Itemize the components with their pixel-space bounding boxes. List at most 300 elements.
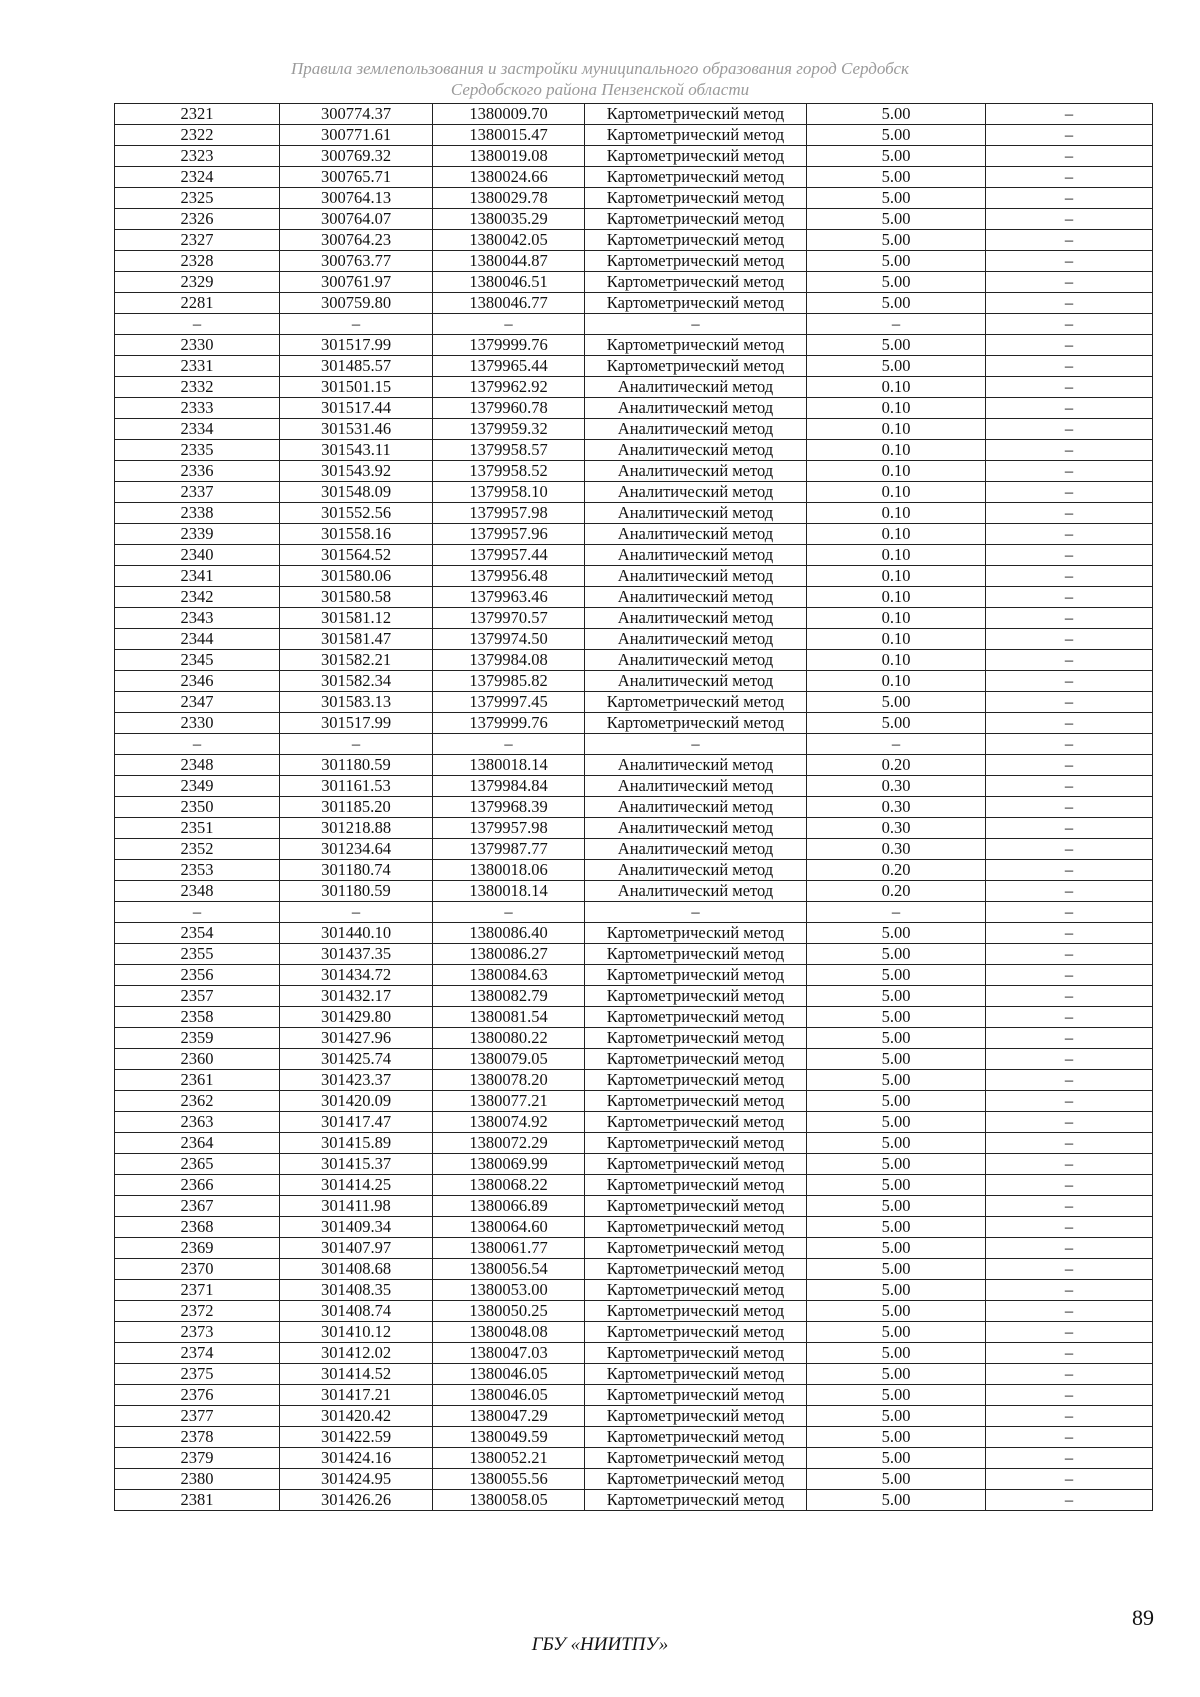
y-coordinate-cell: 1380018.06 xyxy=(433,860,585,881)
accuracy-cell: 5.00 xyxy=(807,1091,986,1112)
method-cell: Картометрический метод xyxy=(585,1217,807,1238)
y-coordinate-cell: 1380050.25 xyxy=(433,1301,585,1322)
accuracy-cell: 5.00 xyxy=(807,1385,986,1406)
table-row xyxy=(115,398,1153,419)
method-cell: Картометрический метод xyxy=(585,692,807,713)
x-coordinate-cell: 301517.99 xyxy=(280,335,433,356)
x-coordinate-cell: 300764.23 xyxy=(280,230,433,251)
description-cell: – xyxy=(986,965,1153,986)
y-coordinate-cell: 1380066.89 xyxy=(433,1196,585,1217)
x-coordinate-cell: 301415.89 xyxy=(280,1133,433,1154)
y-coordinate-cell: 1380078.20 xyxy=(433,1070,585,1091)
point-number-cell: 2281 xyxy=(115,293,280,314)
description-cell: – xyxy=(986,272,1153,293)
point-number-cell: 2354 xyxy=(115,923,280,944)
point-number-cell: 2336 xyxy=(115,461,280,482)
description-cell: – xyxy=(986,650,1153,671)
table-row xyxy=(115,1469,1153,1490)
description-cell: – xyxy=(986,209,1153,230)
method-cell: Картометрический метод xyxy=(585,230,807,251)
accuracy-cell: 5.00 xyxy=(807,1238,986,1259)
method-cell: Картометрический метод xyxy=(585,1448,807,1469)
point-number-cell: 2325 xyxy=(115,188,280,209)
table-row xyxy=(115,1238,1153,1259)
accuracy-cell: 5.00 xyxy=(807,1133,986,1154)
y-coordinate-cell: – xyxy=(433,902,585,923)
method-cell: – xyxy=(585,314,807,335)
point-number-cell: 2346 xyxy=(115,671,280,692)
x-coordinate-cell: 301180.59 xyxy=(280,755,433,776)
description-cell: – xyxy=(986,608,1153,629)
table-row xyxy=(115,1133,1153,1154)
description-cell: – xyxy=(986,1259,1153,1280)
accuracy-cell: 0.10 xyxy=(807,398,986,419)
description-cell: – xyxy=(986,881,1153,902)
point-number-cell: 2373 xyxy=(115,1322,280,1343)
point-number-cell: 2371 xyxy=(115,1280,280,1301)
x-coordinate-cell: 301434.72 xyxy=(280,965,433,986)
accuracy-cell: 5.00 xyxy=(807,356,986,377)
y-coordinate-cell: 1380044.87 xyxy=(433,251,585,272)
description-cell: – xyxy=(986,1427,1153,1448)
table-row xyxy=(115,1343,1153,1364)
description-cell: – xyxy=(986,1406,1153,1427)
x-coordinate-cell: 301429.80 xyxy=(280,1007,433,1028)
y-coordinate-cell: 1379957.96 xyxy=(433,524,585,545)
y-coordinate-cell: 1379965.44 xyxy=(433,356,585,377)
y-coordinate-cell: 1380069.99 xyxy=(433,1154,585,1175)
x-coordinate-cell: 301420.42 xyxy=(280,1406,433,1427)
method-cell: Картометрический метод xyxy=(585,1406,807,1427)
x-coordinate-cell: 301408.74 xyxy=(280,1301,433,1322)
table-row xyxy=(115,1301,1153,1322)
running-header-line-2: Сердобского района Пензенской области xyxy=(450,80,750,99)
x-coordinate-cell: 301415.37 xyxy=(280,1154,433,1175)
table-row xyxy=(115,272,1153,293)
point-number-cell: 2341 xyxy=(115,566,280,587)
table-row xyxy=(115,209,1153,230)
point-number-cell: 2363 xyxy=(115,1112,280,1133)
description-cell: – xyxy=(986,398,1153,419)
table-row xyxy=(115,902,1153,923)
point-number-cell: 2338 xyxy=(115,503,280,524)
x-coordinate-cell: 301410.12 xyxy=(280,1322,433,1343)
accuracy-cell: 5.00 xyxy=(807,1364,986,1385)
table-row xyxy=(115,734,1153,755)
method-cell: Аналитический метод xyxy=(585,629,807,650)
y-coordinate-cell: 1379956.48 xyxy=(433,566,585,587)
accuracy-cell: 5.00 xyxy=(807,1007,986,1028)
accuracy-cell: – xyxy=(807,314,986,335)
table-row xyxy=(115,293,1153,314)
description-cell: – xyxy=(986,545,1153,566)
point-number-cell: 2372 xyxy=(115,1301,280,1322)
x-coordinate-cell: 301517.44 xyxy=(280,398,433,419)
y-coordinate-cell: 1380042.05 xyxy=(433,230,585,251)
table-row xyxy=(115,797,1153,818)
accuracy-cell: 0.10 xyxy=(807,587,986,608)
y-coordinate-cell: 1379999.76 xyxy=(433,713,585,734)
accuracy-cell: 5.00 xyxy=(807,293,986,314)
method-cell: Аналитический метод xyxy=(585,587,807,608)
point-number-cell: 2337 xyxy=(115,482,280,503)
point-number-cell: 2340 xyxy=(115,545,280,566)
table-row xyxy=(115,524,1153,545)
point-number-cell: 2342 xyxy=(115,587,280,608)
x-coordinate-cell: 301580.58 xyxy=(280,587,433,608)
accuracy-cell: 0.30 xyxy=(807,818,986,839)
table-row xyxy=(115,104,1153,125)
point-number-cell: 2332 xyxy=(115,377,280,398)
x-coordinate-cell: 301432.17 xyxy=(280,986,433,1007)
description-cell: – xyxy=(986,314,1153,335)
y-coordinate-cell: 1380068.22 xyxy=(433,1175,585,1196)
method-cell: Картометрический метод xyxy=(585,986,807,1007)
y-coordinate-cell: 1380046.51 xyxy=(433,272,585,293)
table-row xyxy=(115,1154,1153,1175)
y-coordinate-cell: 1380052.21 xyxy=(433,1448,585,1469)
table-row xyxy=(115,314,1153,335)
table-row xyxy=(115,1091,1153,1112)
description-cell: – xyxy=(986,734,1153,755)
method-cell: Картометрический метод xyxy=(585,1238,807,1259)
y-coordinate-cell: 1379958.57 xyxy=(433,440,585,461)
description-cell: – xyxy=(986,188,1153,209)
table-row xyxy=(115,251,1153,272)
method-cell: Картометрический метод xyxy=(585,1259,807,1280)
point-number-cell: 2358 xyxy=(115,1007,280,1028)
point-number-cell: 2370 xyxy=(115,1259,280,1280)
accuracy-cell: – xyxy=(807,902,986,923)
table-row xyxy=(115,671,1153,692)
x-coordinate-cell: 300765.71 xyxy=(280,167,433,188)
x-coordinate-cell: 301409.34 xyxy=(280,1217,433,1238)
table-row xyxy=(115,1448,1153,1469)
method-cell: Аналитический метод xyxy=(585,818,807,839)
y-coordinate-cell: 1379963.46 xyxy=(433,587,585,608)
point-number-cell: – xyxy=(115,314,280,335)
table-row xyxy=(115,1049,1153,1070)
table-row xyxy=(115,377,1153,398)
table-row xyxy=(115,965,1153,986)
accuracy-cell: 5.00 xyxy=(807,1490,986,1511)
y-coordinate-cell: 1380055.56 xyxy=(433,1469,585,1490)
point-number-cell: 2348 xyxy=(115,881,280,902)
point-number-cell: 2348 xyxy=(115,755,280,776)
method-cell: Картометрический метод xyxy=(585,1469,807,1490)
method-cell: Картометрический метод xyxy=(585,1133,807,1154)
method-cell: Картометрический метод xyxy=(585,1301,807,1322)
method-cell: Аналитический метод xyxy=(585,671,807,692)
accuracy-cell: 0.10 xyxy=(807,524,986,545)
method-cell: Аналитический метод xyxy=(585,398,807,419)
accuracy-cell: 5.00 xyxy=(807,167,986,188)
description-cell: – xyxy=(986,1175,1153,1196)
accuracy-cell: 0.10 xyxy=(807,545,986,566)
point-number-cell: 2339 xyxy=(115,524,280,545)
method-cell: Картометрический метод xyxy=(585,1049,807,1070)
point-number-cell: 2374 xyxy=(115,1343,280,1364)
accuracy-cell: 5.00 xyxy=(807,1343,986,1364)
x-coordinate-cell: 301501.15 xyxy=(280,377,433,398)
method-cell: Картометрический метод xyxy=(585,1490,807,1511)
method-cell: Аналитический метод xyxy=(585,881,807,902)
point-number-cell: 2326 xyxy=(115,209,280,230)
accuracy-cell: 0.20 xyxy=(807,860,986,881)
table-row xyxy=(115,1112,1153,1133)
description-cell: – xyxy=(986,1469,1153,1490)
x-coordinate-cell: 301180.59 xyxy=(280,881,433,902)
description-cell: – xyxy=(986,755,1153,776)
description-cell: – xyxy=(986,461,1153,482)
accuracy-cell: 5.00 xyxy=(807,1259,986,1280)
description-cell: – xyxy=(986,1112,1153,1133)
y-coordinate-cell: 1380024.66 xyxy=(433,167,585,188)
table-row xyxy=(115,1175,1153,1196)
accuracy-cell: 5.00 xyxy=(807,923,986,944)
method-cell: Картометрический метод xyxy=(585,272,807,293)
description-cell: – xyxy=(986,671,1153,692)
accuracy-cell: 5.00 xyxy=(807,335,986,356)
table-row xyxy=(115,755,1153,776)
point-number-cell: 2379 xyxy=(115,1448,280,1469)
method-cell: Аналитический метод xyxy=(585,776,807,797)
x-coordinate-cell: 300763.77 xyxy=(280,251,433,272)
page-footer: ГБУ «НИИТПУ» xyxy=(531,1634,669,1655)
table-row xyxy=(115,650,1153,671)
accuracy-cell: 0.10 xyxy=(807,650,986,671)
table-row xyxy=(115,1028,1153,1049)
x-coordinate-cell: 301424.95 xyxy=(280,1469,433,1490)
y-coordinate-cell: 1380084.63 xyxy=(433,965,585,986)
table-row xyxy=(115,776,1153,797)
method-cell: Аналитический метод xyxy=(585,839,807,860)
accuracy-cell: 5.00 xyxy=(807,146,986,167)
accuracy-cell: 5.00 xyxy=(807,965,986,986)
point-number-cell: 2367 xyxy=(115,1196,280,1217)
description-cell: – xyxy=(986,293,1153,314)
method-cell: Аналитический метод xyxy=(585,482,807,503)
description-cell: – xyxy=(986,482,1153,503)
accuracy-cell: – xyxy=(807,734,986,755)
accuracy-cell: 0.20 xyxy=(807,881,986,902)
x-coordinate-cell: 301422.59 xyxy=(280,1427,433,1448)
x-coordinate-cell: 301580.06 xyxy=(280,566,433,587)
accuracy-cell: 0.10 xyxy=(807,461,986,482)
table-row xyxy=(115,1217,1153,1238)
point-number-cell: – xyxy=(115,734,280,755)
x-coordinate-cell: 300764.07 xyxy=(280,209,433,230)
description-cell: – xyxy=(986,1280,1153,1301)
y-coordinate-cell: 1380061.77 xyxy=(433,1238,585,1259)
table-row xyxy=(115,692,1153,713)
y-coordinate-cell: 1380081.54 xyxy=(433,1007,585,1028)
x-coordinate-cell: 301582.21 xyxy=(280,650,433,671)
y-coordinate-cell: 1380046.05 xyxy=(433,1364,585,1385)
table-row xyxy=(115,881,1153,902)
accuracy-cell: 5.00 xyxy=(807,1301,986,1322)
point-number-cell: 2322 xyxy=(115,125,280,146)
y-coordinate-cell: 1380056.54 xyxy=(433,1259,585,1280)
point-number-cell: 2330 xyxy=(115,713,280,734)
x-coordinate-cell: 301548.09 xyxy=(280,482,433,503)
x-coordinate-cell: 301531.46 xyxy=(280,419,433,440)
table-row xyxy=(115,188,1153,209)
accuracy-cell: 5.00 xyxy=(807,251,986,272)
y-coordinate-cell: 1380049.59 xyxy=(433,1427,585,1448)
y-coordinate-cell: 1380079.05 xyxy=(433,1049,585,1070)
method-cell: Картометрический метод xyxy=(585,104,807,125)
table-row xyxy=(115,1007,1153,1028)
description-cell: – xyxy=(986,1133,1153,1154)
table-row xyxy=(115,923,1153,944)
description-cell: – xyxy=(986,713,1153,734)
y-coordinate-cell: 1380047.29 xyxy=(433,1406,585,1427)
point-number-cell: 2360 xyxy=(115,1049,280,1070)
x-coordinate-cell: 300769.32 xyxy=(280,146,433,167)
method-cell: Картометрический метод xyxy=(585,335,807,356)
x-coordinate-cell: – xyxy=(280,734,433,755)
x-coordinate-cell: 301440.10 xyxy=(280,923,433,944)
table-row xyxy=(115,125,1153,146)
table-row xyxy=(115,566,1153,587)
method-cell: Аналитический метод xyxy=(585,461,807,482)
accuracy-cell: 5.00 xyxy=(807,1112,986,1133)
point-number-cell: 2343 xyxy=(115,608,280,629)
method-cell: Картометрический метод xyxy=(585,209,807,230)
accuracy-cell: 5.00 xyxy=(807,944,986,965)
x-coordinate-cell: 301426.26 xyxy=(280,1490,433,1511)
y-coordinate-cell: 1380072.29 xyxy=(433,1133,585,1154)
table-row xyxy=(115,1406,1153,1427)
point-number-cell: 2331 xyxy=(115,356,280,377)
y-coordinate-cell: – xyxy=(433,314,585,335)
point-number-cell: 2324 xyxy=(115,167,280,188)
table-row xyxy=(115,230,1153,251)
method-cell: Картометрический метод xyxy=(585,1175,807,1196)
accuracy-cell: 5.00 xyxy=(807,1427,986,1448)
description-cell: – xyxy=(986,524,1153,545)
point-number-cell: 2344 xyxy=(115,629,280,650)
x-coordinate-cell: – xyxy=(280,902,433,923)
accuracy-cell: 5.00 xyxy=(807,1070,986,1091)
x-coordinate-cell: 301581.47 xyxy=(280,629,433,650)
y-coordinate-cell: 1380082.79 xyxy=(433,986,585,1007)
x-coordinate-cell: 301425.74 xyxy=(280,1049,433,1070)
method-cell: Аналитический метод xyxy=(585,755,807,776)
y-coordinate-cell: 1380058.05 xyxy=(433,1490,585,1511)
y-coordinate-cell: 1380029.78 xyxy=(433,188,585,209)
accuracy-cell: 0.10 xyxy=(807,419,986,440)
table-row xyxy=(115,1196,1153,1217)
point-number-cell: 2355 xyxy=(115,944,280,965)
accuracy-cell: 5.00 xyxy=(807,1406,986,1427)
method-cell: Картометрический метод xyxy=(585,1196,807,1217)
description-cell: – xyxy=(986,986,1153,1007)
x-coordinate-cell: 301552.56 xyxy=(280,503,433,524)
coordinates-table-body xyxy=(115,104,1153,1511)
table-row xyxy=(115,1280,1153,1301)
description-cell: – xyxy=(986,1364,1153,1385)
x-coordinate-cell: 301180.74 xyxy=(280,860,433,881)
y-coordinate-cell: 1379987.77 xyxy=(433,839,585,860)
accuracy-cell: 5.00 xyxy=(807,1217,986,1238)
y-coordinate-cell: 1380015.47 xyxy=(433,125,585,146)
y-coordinate-cell: 1380046.77 xyxy=(433,293,585,314)
accuracy-cell: 0.30 xyxy=(807,839,986,860)
table-row xyxy=(115,587,1153,608)
accuracy-cell: 5.00 xyxy=(807,209,986,230)
point-number-cell: 2359 xyxy=(115,1028,280,1049)
description-cell: – xyxy=(986,356,1153,377)
accuracy-cell: 5.00 xyxy=(807,1469,986,1490)
x-coordinate-cell: 301485.57 xyxy=(280,356,433,377)
accuracy-cell: 0.10 xyxy=(807,671,986,692)
x-coordinate-cell: 301420.09 xyxy=(280,1091,433,1112)
point-number-cell: 2375 xyxy=(115,1364,280,1385)
method-cell: Картометрический метод xyxy=(585,1091,807,1112)
point-number-cell: 2345 xyxy=(115,650,280,671)
point-number-cell: 2366 xyxy=(115,1175,280,1196)
method-cell: Картометрический метод xyxy=(585,1154,807,1175)
point-number-cell: 2364 xyxy=(115,1133,280,1154)
accuracy-cell: 5.00 xyxy=(807,986,986,1007)
x-coordinate-cell: 301408.68 xyxy=(280,1259,433,1280)
y-coordinate-cell: 1379958.10 xyxy=(433,482,585,503)
method-cell: Картометрический метод xyxy=(585,1280,807,1301)
y-coordinate-cell: 1379999.76 xyxy=(433,335,585,356)
y-coordinate-cell: 1380035.29 xyxy=(433,209,585,230)
point-number-cell: 2328 xyxy=(115,251,280,272)
description-cell: – xyxy=(986,692,1153,713)
table-row xyxy=(115,503,1153,524)
point-number-cell: 2321 xyxy=(115,104,280,125)
x-coordinate-cell: 301583.13 xyxy=(280,692,433,713)
y-coordinate-cell: 1379984.84 xyxy=(433,776,585,797)
y-coordinate-cell: 1379957.98 xyxy=(433,503,585,524)
point-number-cell: 2365 xyxy=(115,1154,280,1175)
accuracy-cell: 0.10 xyxy=(807,482,986,503)
method-cell: Картометрический метод xyxy=(585,1385,807,1406)
point-number-cell: 2330 xyxy=(115,335,280,356)
point-number-cell: 2378 xyxy=(115,1427,280,1448)
x-coordinate-cell: 301408.35 xyxy=(280,1280,433,1301)
description-cell: – xyxy=(986,377,1153,398)
table-row xyxy=(115,860,1153,881)
x-coordinate-cell: 301564.52 xyxy=(280,545,433,566)
description-cell: – xyxy=(986,104,1153,125)
method-cell: Картометрический метод xyxy=(585,188,807,209)
description-cell: – xyxy=(986,503,1153,524)
y-coordinate-cell: 1379985.82 xyxy=(433,671,585,692)
accuracy-cell: 5.00 xyxy=(807,104,986,125)
table-row xyxy=(115,818,1153,839)
x-coordinate-cell: 301517.99 xyxy=(280,713,433,734)
description-cell: – xyxy=(986,1301,1153,1322)
method-cell: Картометрический метод xyxy=(585,1007,807,1028)
x-coordinate-cell: 300774.37 xyxy=(280,104,433,125)
description-cell: – xyxy=(986,1091,1153,1112)
x-coordinate-cell: 301218.88 xyxy=(280,818,433,839)
x-coordinate-cell: 301414.52 xyxy=(280,1364,433,1385)
running-header-line-1: Правила землепользования и застройки муниципального образования город Сердобск xyxy=(290,59,909,78)
method-cell: Картометрический метод xyxy=(585,1364,807,1385)
table-row xyxy=(115,944,1153,965)
description-cell: – xyxy=(986,440,1153,461)
description-cell: – xyxy=(986,902,1153,923)
method-cell: Картометрический метод xyxy=(585,965,807,986)
method-cell: Картометрический метод xyxy=(585,146,807,167)
